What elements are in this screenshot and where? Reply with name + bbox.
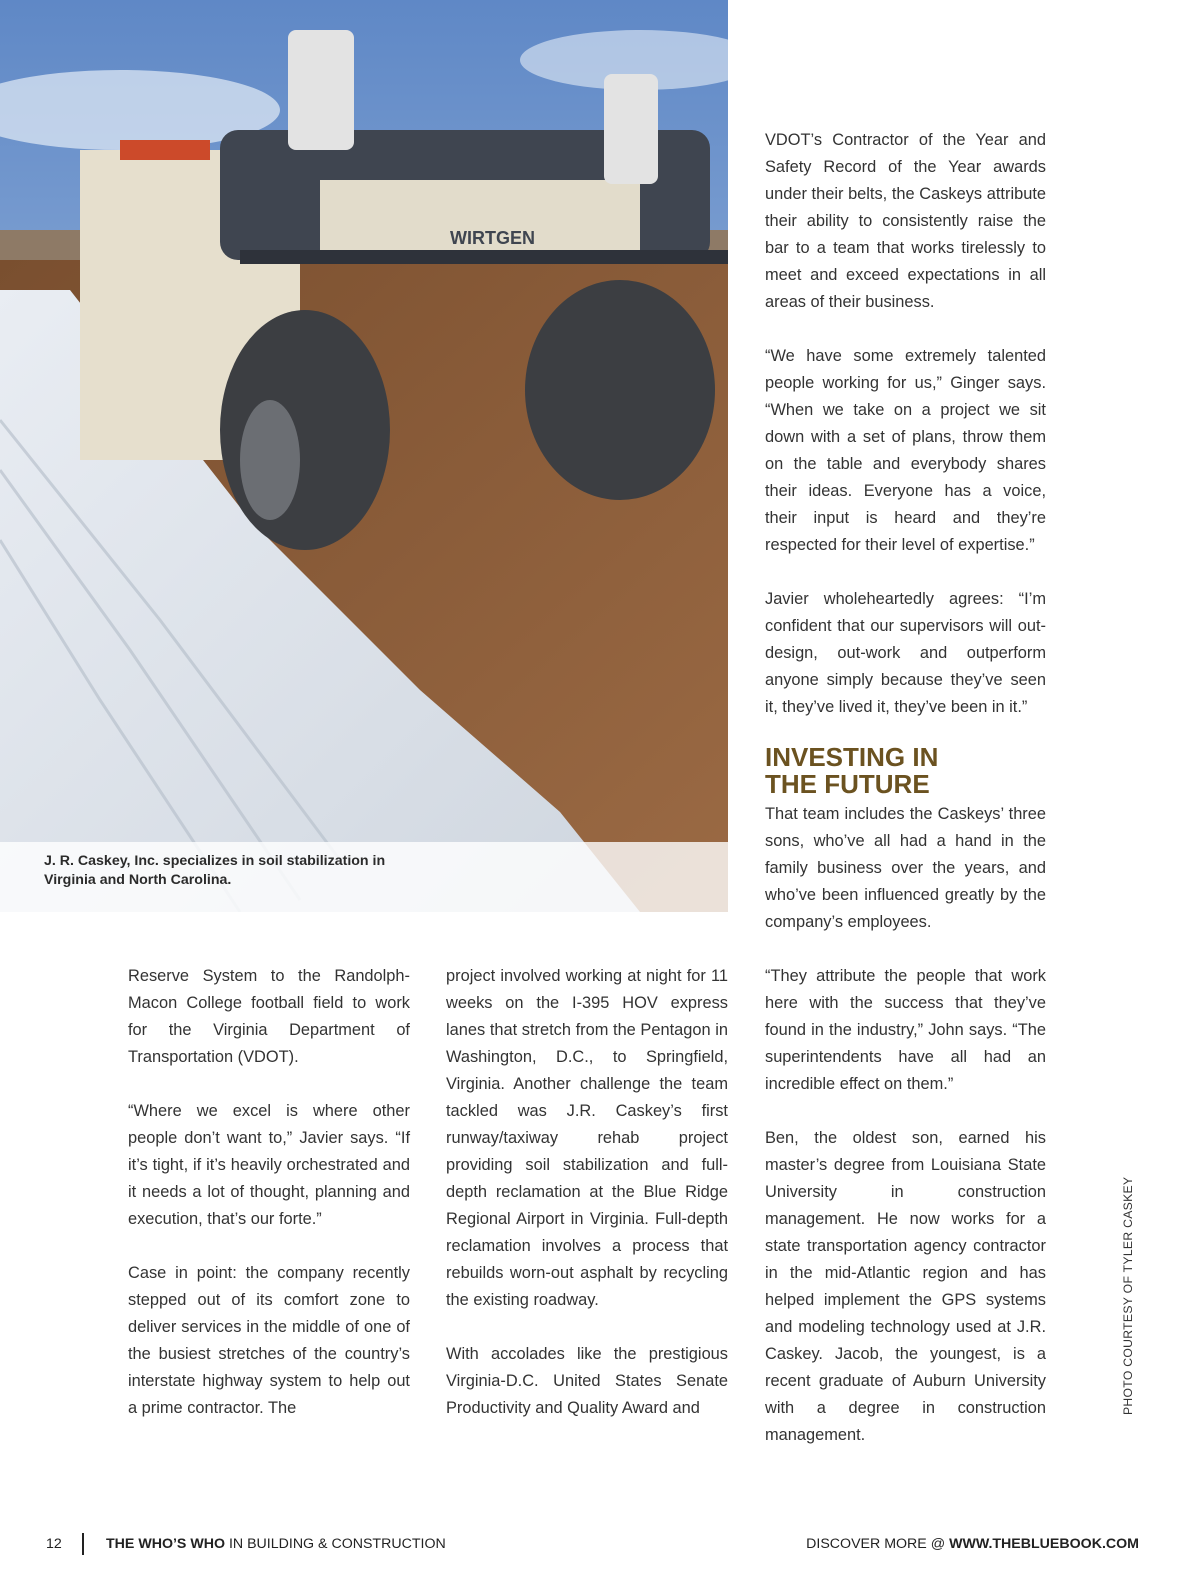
paragraph: Javier wholeheartedly agrees: “I’m confident that our supervisors will out-design, out-work and outperform anyone simply because they’ve seen it, they’ve lived it, they’ve been in it.”	[765, 590, 1046, 716]
article-column-1	[128, 963, 410, 1422]
photo-caption-box	[0, 842, 728, 912]
paragraph: Ben, the oldest son, earned his master’s degree from Louisiana State University in construction management. He now works for a state transportation agency contractor in the mid-Atlantic region and has helped implement the GPS systems and modeling technology used at J.R. Caskey. Jacob, the youngest, is a recent graduate of Auburn University with a degree in construction management.	[765, 1129, 1046, 1444]
footer-divider	[82, 1533, 84, 1555]
section-heading-line-1: INVESTING IN	[765, 742, 939, 772]
paragraph: With accolades like the prestigious Virginia-D.C. United States Senate Productivity and Quality Award and	[446, 1345, 728, 1417]
section-heading-line-2: THE FUTURE	[765, 769, 930, 799]
publication-name	[106, 1532, 446, 1556]
machine-brand-label: WIRTGEN	[450, 228, 535, 248]
page-number: 12	[46, 1536, 62, 1552]
paragraph: project involved working at night for 11 weeks on the I-395 HOV express lanes that stretch from the Pentagon in Washington, D.C., to Springfield, Virginia. Another challenge the team tackled was J.R. Caskey’s first runway/taxiway rehab project providing soil stabilization and full-depth reclamation at the Blue Ridge Regional Airport in Virginia. Full-depth reclamation involves a process that rebuilds worn-out asphalt by recycling the existing roadway.	[446, 967, 728, 1309]
rear-tire	[525, 280, 715, 500]
photo-credit: PHOTO COURTESY OF TYLER CASKEY	[1121, 1176, 1135, 1415]
site-url-link[interactable]: WWW.THEBLUEBOOK.COM	[949, 1536, 1139, 1552]
footer-site	[806, 1532, 1139, 1556]
paragraph: “Where we excel is where other people don’t want to,” Javier says. “If it’s tight, if it’s heavily orchestrated and it needs a lot of thought, planning and execution, that’s our forte.”	[128, 1102, 410, 1228]
paragraph: “We have some extremely talented people working for us,” Ginger says. “When we take on a project we sit down with a set of plans, throw them on the table and everybody shares their ideas. Everyone has a voice, their input is heard and they’re respected for their level of expertise.”	[765, 347, 1046, 554]
paragraph: That team includes the Caskeys’ three sons, who’ve all had a hand in the family business over the years, and who’ve been influenced greatly by the company’s employees.	[765, 805, 1046, 931]
hero-photo	[0, 0, 728, 912]
paragraph: Reserve System to the Randolph-Macon College football field to work for the Virginia Department of Transportation (VDOT).	[128, 967, 410, 1066]
photo-caption: J. R. Caskey, Inc. specializes in soil stabilization in Virginia and North Carolina.	[44, 853, 386, 888]
article-column-3-top	[765, 127, 1046, 721]
paragraph: VDOT’s Contractor of the Year and Safety Record of the Year awards under their belts, the Caskeys attribute their ability to consistently raise the bar to a team that works tirelessly to meet and exceed expectations in all areas of their business.	[765, 131, 1046, 311]
section-heading	[765, 744, 1065, 798]
discover-label: DISCOVER MORE @	[806, 1536, 950, 1552]
soil-stabilizer-photo	[0, 0, 728, 912]
paragraph: Case in point: the company recently stepped out of its comfort zone to deliver services in the middle of one of the busiest stretches of the country’s interstate highway system to help out a prime contractor. The	[128, 1264, 410, 1417]
publication-name-rest: IN BUILDING & CONSTRUCTION	[225, 1536, 446, 1552]
paragraph: “They attribute the people that work here with the success that they’ve found in the industry,” John says. “The superintendents have all had an incredible effect on them.”	[765, 967, 1046, 1093]
publication-name-bold: THE WHO’S WHO	[106, 1536, 226, 1552]
article-column-3-bottom	[765, 801, 1046, 1449]
article-column-2	[446, 963, 728, 1422]
